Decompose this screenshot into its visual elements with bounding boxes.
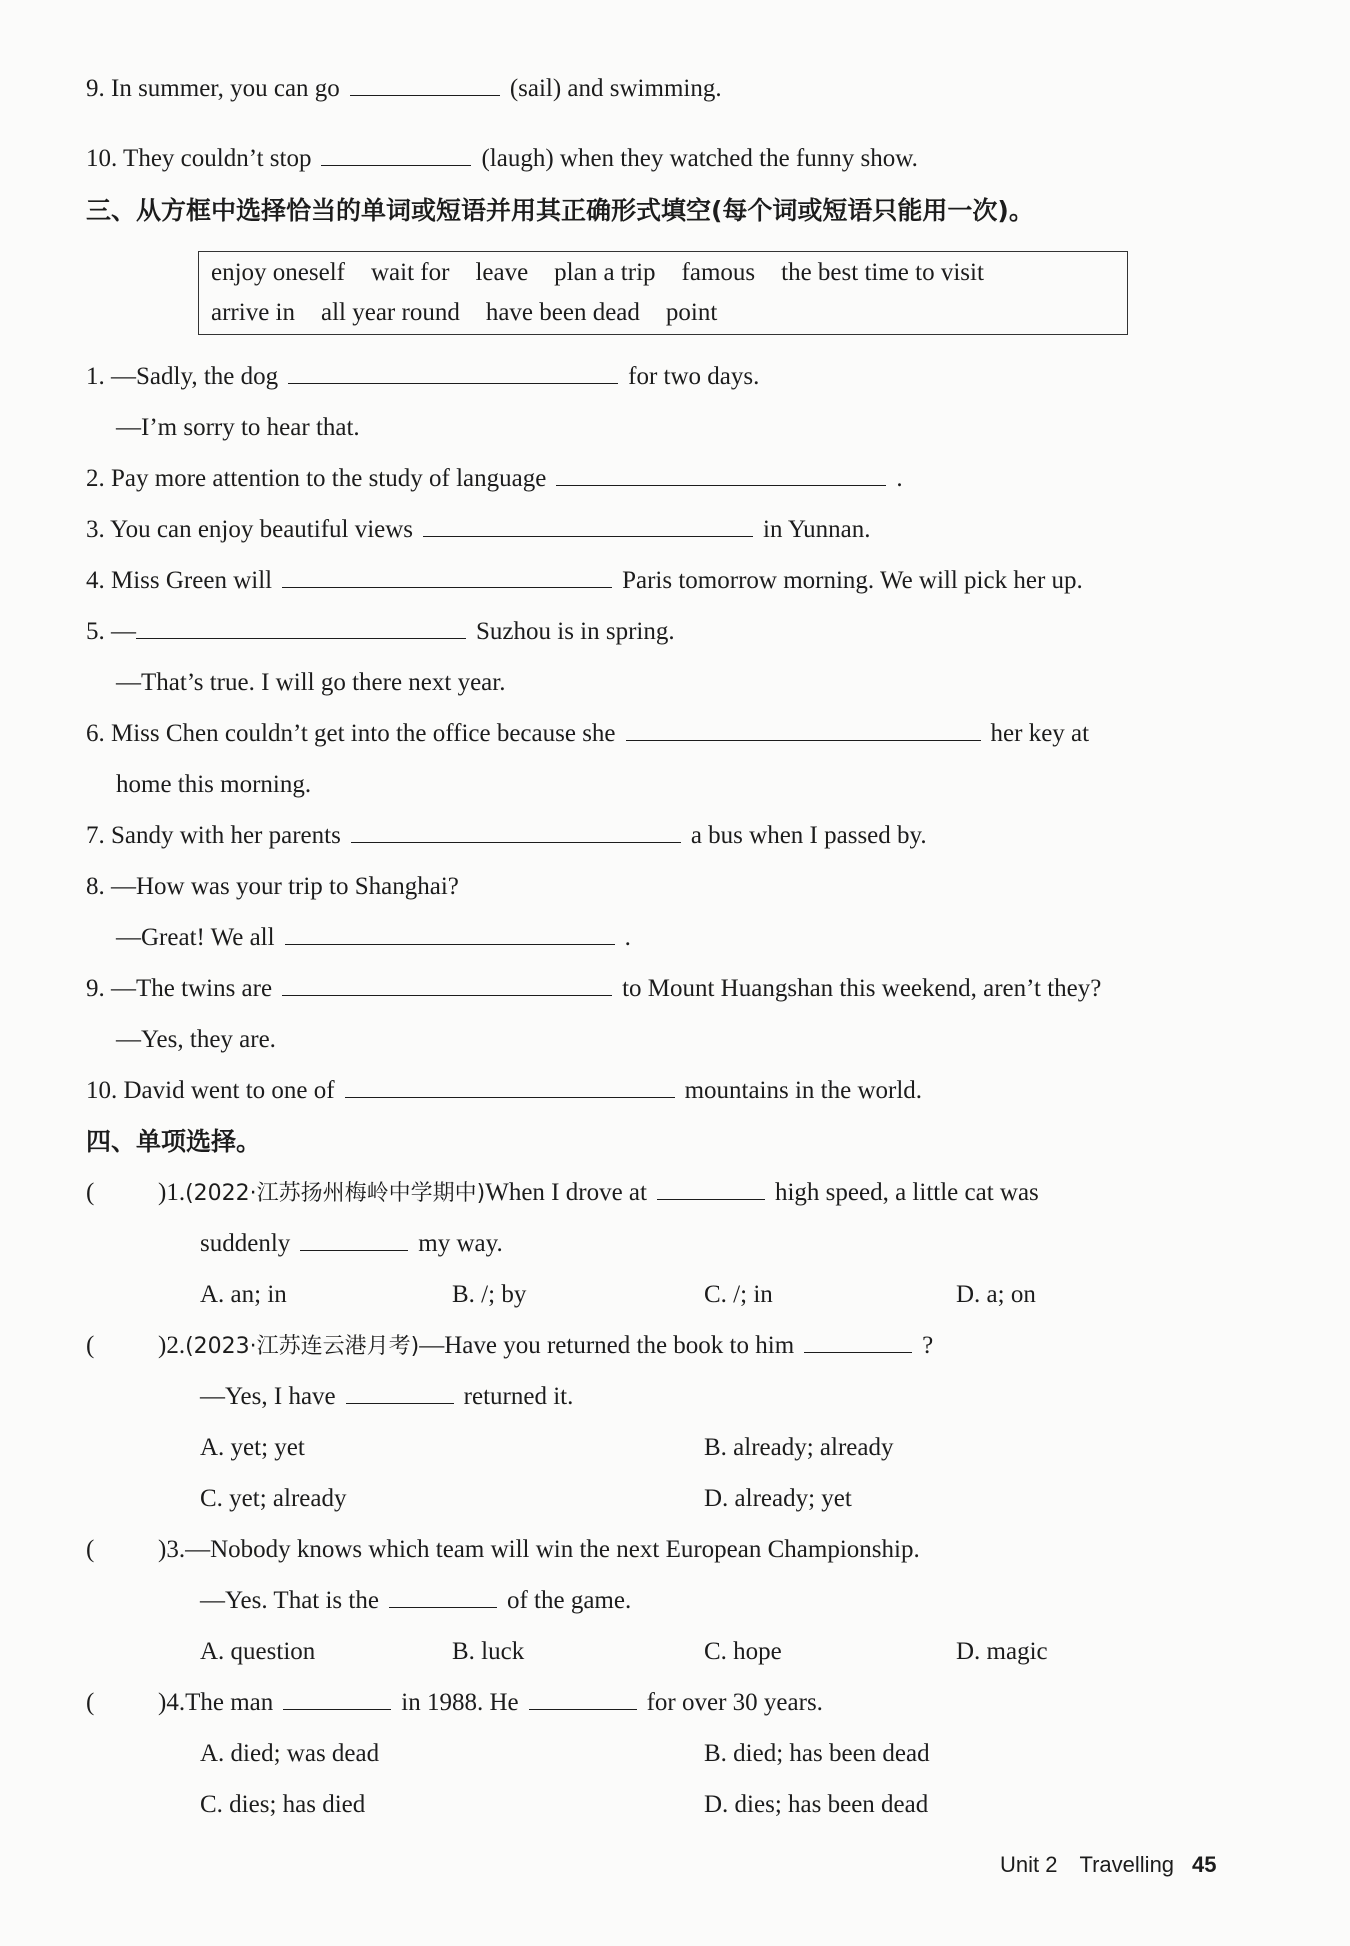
mc-question-2-cont: —Yes, I have returned it.	[200, 1383, 574, 1410]
answer-blank[interactable]	[389, 1585, 497, 1608]
word-option: arrive in	[211, 299, 295, 326]
section3-question-1: 1. —Sadly, the dog for two days.	[86, 363, 760, 390]
answer-blank[interactable]	[657, 1177, 765, 1200]
mc-question-3: )3.—Nobody knows which team will win the next European Championship.	[158, 1536, 920, 1563]
word-box-row-1	[211, 256, 1010, 290]
answer-bracket[interactable]: (	[86, 1179, 95, 1206]
mc3-option-c[interactable]: C. hope	[704, 1638, 782, 1665]
word-option: all year round	[320, 299, 460, 326]
section3-question-2: 2. Pay more attention to the study of language .	[86, 465, 903, 492]
answer-blank[interactable]	[626, 718, 981, 741]
answer-bracket[interactable]: (	[86, 1332, 95, 1359]
part2-question-10: 10. They couldn’t stop (laugh) when they watched the funny show.	[86, 145, 918, 172]
mc2-option-d[interactable]: D. already; yet	[704, 1485, 852, 1512]
page-number: 45	[1192, 1852, 1217, 1877]
answer-blank[interactable]	[283, 1687, 391, 1710]
answer-bracket[interactable]: (	[86, 1689, 95, 1716]
mc4-option-b[interactable]: B. died; has been dead	[704, 1740, 930, 1767]
word-option: enjoy oneself	[211, 259, 345, 286]
section3-question-5: 5. — Suzhou is in spring.	[86, 618, 675, 645]
answer-blank[interactable]	[136, 616, 466, 639]
footer-title: Travelling	[1079, 1852, 1175, 1877]
answer-blank[interactable]	[346, 1381, 454, 1404]
answer-blank[interactable]	[556, 463, 886, 486]
mc3-option-b[interactable]: B. luck	[452, 1638, 525, 1665]
mc1-option-a[interactable]: A. an; in	[200, 1281, 287, 1308]
section3-question-8: 8. —How was your trip to Shanghai?	[86, 873, 459, 900]
section3-question-10: 10. David went to one of mountains in the world.	[86, 1077, 923, 1104]
answer-blank[interactable]	[345, 1075, 675, 1098]
word-option: leave	[475, 259, 529, 286]
section3-heading: 三、从方框中选择恰当的单词或短语并用其正确形式填空(每个词或短语只能用一次)。	[86, 196, 1034, 225]
mc2-option-c[interactable]: C. yet; already	[200, 1485, 347, 1512]
section3-question-9: 9. —The twins are to Mount Huangshan this weekend, aren’t they?	[86, 975, 1102, 1002]
answer-blank[interactable]	[285, 922, 615, 945]
mc3-option-a[interactable]: A. question	[200, 1638, 316, 1665]
mc3-option-d[interactable]: D. magic	[956, 1638, 1048, 1665]
section3-question-6-cont: home this morning.	[116, 771, 312, 798]
mc-question-3-cont: —Yes. That is the of the game.	[200, 1587, 632, 1614]
section3-question-7: 7. Sandy with her parents a bus when I passed by.	[86, 822, 927, 849]
section3-question-8-reply: —Great! We all .	[116, 924, 631, 951]
mc4-option-a[interactable]: A. died; was dead	[200, 1740, 380, 1767]
footer-unit: Unit 2	[1000, 1852, 1058, 1877]
section3-question-9-reply: —Yes, they are.	[116, 1026, 276, 1053]
word-box-row-2	[211, 296, 743, 330]
word-option: point	[665, 299, 718, 326]
answer-blank[interactable]	[282, 565, 612, 588]
answer-blank[interactable]	[351, 820, 681, 843]
word-option: have been dead	[485, 299, 640, 326]
word-box	[198, 251, 1128, 335]
mc1-option-c[interactable]: C. /; in	[704, 1281, 773, 1308]
answer-blank[interactable]	[804, 1330, 912, 1353]
answer-blank[interactable]	[423, 514, 753, 537]
section3-question-4: 4. Miss Green will Paris tomorrow morning. We will pick her up.	[86, 567, 1083, 594]
section3-question-1-reply: —I’m sorry to hear that.	[116, 414, 360, 441]
answer-blank[interactable]	[300, 1228, 408, 1251]
word-option: famous	[681, 259, 756, 286]
answer-blank[interactable]	[321, 143, 471, 166]
mc4-option-d[interactable]: D. dies; has been dead	[704, 1791, 929, 1818]
page-footer	[1000, 1852, 1217, 1878]
mc-question-2: )2.(2023·江苏连云港月考)—Have you returned the book to him ?	[158, 1332, 934, 1359]
mc1-option-d[interactable]: D. a; on	[956, 1281, 1036, 1308]
answer-blank[interactable]	[350, 73, 500, 96]
word-option: wait for	[370, 259, 450, 286]
answer-bracket[interactable]: (	[86, 1536, 95, 1563]
section4-heading: 四、单项选择。	[86, 1127, 262, 1156]
mc-question-1-cont: suddenly my way.	[200, 1230, 503, 1257]
answer-blank[interactable]	[288, 361, 618, 384]
answer-blank[interactable]	[282, 973, 612, 996]
section3-question-5-reply: —That’s true. I will go there next year.	[116, 669, 506, 696]
part2-question-9: 9. In summer, you can go (sail) and swimming.	[86, 75, 722, 102]
section3-question-3: 3. You can enjoy beautiful views in Yunnan.	[86, 516, 871, 543]
mc1-option-b[interactable]: B. /; by	[452, 1281, 527, 1308]
mc-question-1: )1.(2022·江苏扬州梅岭中学期中)When I drove at high speed, a little cat was	[158, 1179, 1039, 1206]
mc4-option-c[interactable]: C. dies; has died	[200, 1791, 366, 1818]
mc2-option-a[interactable]: A. yet; yet	[200, 1434, 305, 1461]
mc-question-4: )4.The man in 1988. He for over 30 years.	[158, 1689, 823, 1716]
mc2-option-b[interactable]: B. already; already	[704, 1434, 894, 1461]
section3-question-6: 6. Miss Chen couldn’t get into the office because she her key at	[86, 720, 1090, 747]
word-option: the best time to visit	[781, 259, 984, 286]
word-option: plan a trip	[554, 259, 656, 286]
answer-blank[interactable]	[529, 1687, 637, 1710]
